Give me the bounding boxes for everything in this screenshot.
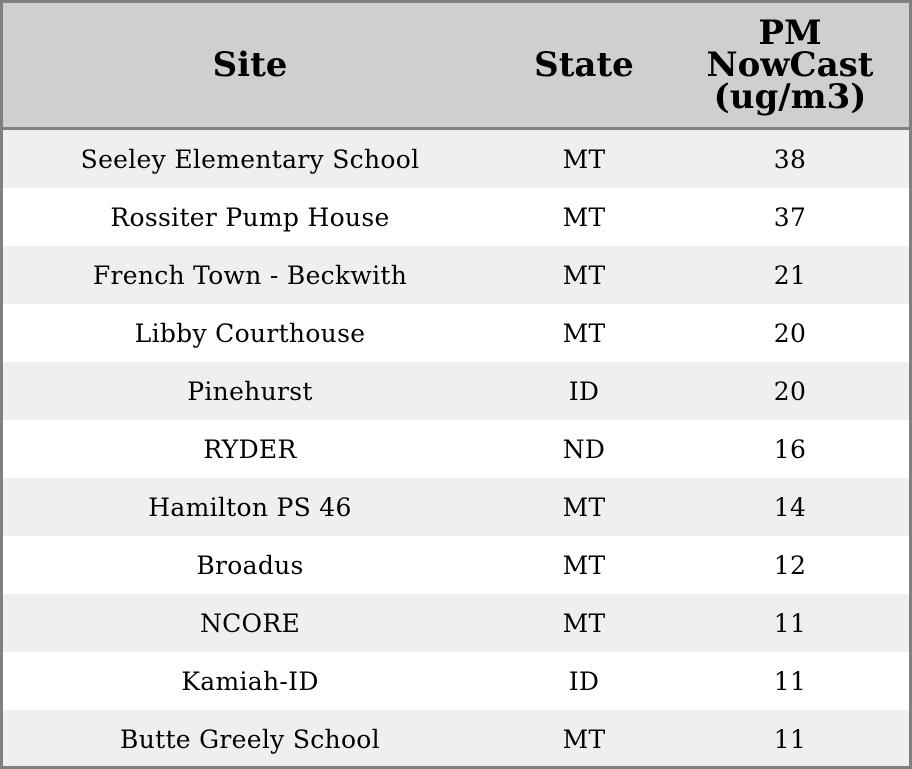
cell-site: Hamilton PS 46 xyxy=(3,478,497,536)
cell-site: Rossiter Pump House xyxy=(3,188,497,246)
table-row xyxy=(3,188,909,246)
cell-site: Kamiah-ID xyxy=(3,652,497,710)
cell-site: French Town - Beckwith xyxy=(3,246,497,304)
cell-state: MT xyxy=(497,710,671,768)
table-row xyxy=(3,594,909,652)
data-table xyxy=(3,3,909,768)
cell-pm-value: 20 xyxy=(671,362,909,420)
column-header-state-line: State xyxy=(534,45,634,85)
cell-pm-value: 38 xyxy=(671,129,909,189)
table-row xyxy=(3,478,909,536)
column-header-site xyxy=(3,3,497,129)
column-header-pm-nowcast xyxy=(671,3,909,129)
cell-state: MT xyxy=(497,129,671,189)
cell-site: Pinehurst xyxy=(3,362,497,420)
cell-state: ID xyxy=(497,652,671,710)
cell-pm-value: 16 xyxy=(671,420,909,478)
table-row xyxy=(3,536,909,594)
cell-site: Seeley Elementary School xyxy=(3,129,497,189)
table-row xyxy=(3,420,909,478)
column-header-state xyxy=(497,3,671,129)
table-row xyxy=(3,129,909,189)
table-row xyxy=(3,304,909,362)
cell-site: Broadus xyxy=(3,536,497,594)
cell-state: MT xyxy=(497,478,671,536)
cell-pm-value: 37 xyxy=(671,188,909,246)
cell-state: MT xyxy=(497,246,671,304)
table-row xyxy=(3,710,909,768)
cell-site: Libby Courthouse xyxy=(3,304,497,362)
cell-state: MT xyxy=(497,536,671,594)
table-row xyxy=(3,246,909,304)
cell-state: MT xyxy=(497,594,671,652)
column-header-pm-line-1: PM xyxy=(758,13,822,53)
cell-site: RYDER xyxy=(3,420,497,478)
cell-site: Butte Greely School xyxy=(3,710,497,768)
cell-pm-value: 12 xyxy=(671,536,909,594)
column-header-site-line: Site xyxy=(212,45,288,85)
cell-pm-value: 11 xyxy=(671,652,909,710)
cell-pm-value: 14 xyxy=(671,478,909,536)
table-row xyxy=(3,652,909,710)
header-row xyxy=(3,3,909,129)
cell-pm-value: 11 xyxy=(671,594,909,652)
cell-state: MT xyxy=(497,304,671,362)
cell-pm-value: 20 xyxy=(671,304,909,362)
table-row xyxy=(3,362,909,420)
cell-pm-value: 21 xyxy=(671,246,909,304)
cell-state: ND xyxy=(497,420,671,478)
cell-pm-value: 11 xyxy=(671,710,909,768)
cell-site: NCORE xyxy=(3,594,497,652)
column-header-pm-line-3: (ug/m3) xyxy=(713,77,867,117)
column-header-pm-line-2: NowCast xyxy=(706,45,874,85)
cell-state: ID xyxy=(497,362,671,420)
cell-state: MT xyxy=(497,188,671,246)
